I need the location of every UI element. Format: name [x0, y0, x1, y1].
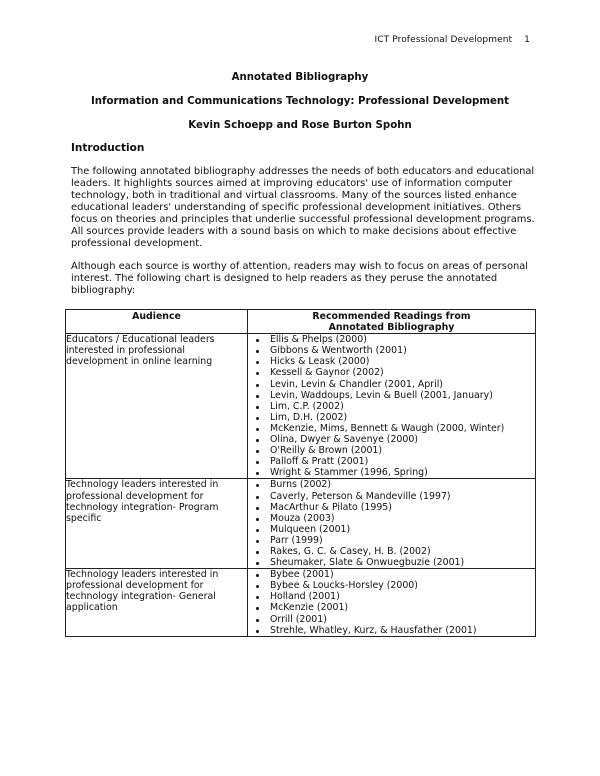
list-item: Caverly, Peterson & Mandeville (1997): [248, 491, 535, 502]
list-item: McKenzie, Mims, Bennett & Waugh (2000, Winter): [248, 423, 535, 434]
readings-list: [248, 334, 535, 478]
list-item: MacArthur & Pilato (1995): [248, 502, 535, 513]
list-item: Levin, Levin & Chandler (2001, April): [248, 379, 535, 390]
document-authors: Kevin Schoepp and Rose Burton Spohn: [188, 120, 412, 131]
readings-cell: [248, 479, 536, 569]
list-item: Mulqueen (2001): [248, 524, 535, 535]
recommended-readings-table: [65, 309, 536, 637]
list-item: Lim, C.P. (2002): [248, 401, 535, 412]
list-item: Holland (2001): [248, 591, 535, 602]
page-number: 1: [524, 35, 530, 45]
running-title: ICT Professional Development: [374, 35, 513, 45]
list-item: Strehle, Whatley, Kurz, & Hausfather (2001): [248, 625, 535, 636]
document-title: Annotated Bibliography: [231, 72, 369, 83]
readings-list: [248, 569, 535, 636]
audience-cell: Educators / Educational leaders interested in professional development in online learning: [66, 334, 248, 479]
column-header-recommended: [248, 310, 536, 334]
table-header-row: [66, 310, 536, 334]
list-item: Sheumaker, Slate & Onwuegbuzie (2001): [248, 557, 535, 568]
column-header-recommended-line1: Recommended Readings from: [312, 311, 471, 322]
intro-paragraph-2: Although each source is worthy of attention, readers may wish to focus on areas of personal interest. The following chart is designed to help readers as they peruse the annotated bibliography:: [71, 261, 529, 296]
list-item: Gibbons & Wentworth (2001): [248, 345, 535, 356]
document-subtitle: Information and Communications Technology: Professional Development: [90, 96, 509, 107]
list-item: Hicks & Leask (2000): [248, 356, 535, 367]
list-item: Wright & Stammer (1996, Spring): [248, 467, 535, 478]
list-item: Bybee & Loucks-Horsley (2000): [248, 580, 535, 591]
list-item: Olina, Dwyer & Savenye (2000): [248, 434, 535, 445]
readings-list: [248, 479, 535, 568]
list-item: Orrill (2001): [248, 614, 535, 625]
readings-cell: [248, 569, 536, 637]
running-header: [375, 35, 530, 45]
table-row: [66, 334, 536, 479]
list-item: Kessell & Gaynor (2002): [248, 367, 535, 378]
readings-cell: [248, 334, 536, 479]
audience-cell: Technology leaders interested in professional development for technology integration- General application: [66, 569, 248, 637]
column-header-audience: Audience: [66, 310, 248, 334]
list-item: Palloff & Pratt (2001): [248, 456, 535, 467]
list-item: Bybee (2001): [248, 569, 535, 580]
column-header-recommended-line2: Annotated Bibliography: [328, 322, 455, 334]
list-item: Lim, D.H. (2002): [248, 412, 535, 423]
section-heading-introduction: Introduction: [71, 142, 145, 154]
list-item: Levin, Waddoups, Levin & Buell (2001, January): [248, 390, 535, 401]
list-item: McKenzie (2001): [248, 602, 535, 613]
intro-paragraph-1: The following annotated bibliography addresses the needs of both educators and educational leaders. It highlights sources aimed at improving educators' use of information computer technology, both in traditional and virtual classrooms. Many of the sources listed enhance educational leaders' understanding of specific professional development initiatives. Others focus on theories and principles that underlie successful professional development programs. All sources provide leaders with a sound basis on which to make decisions about effective professional development.: [71, 166, 535, 249]
list-item: Ellis & Phelps (2000): [248, 334, 535, 345]
list-item: Rakes, G. C. & Casey, H. B. (2002): [248, 546, 535, 557]
list-item: Parr (1999): [248, 535, 535, 546]
list-item: O'Reilly & Brown (2001): [248, 445, 535, 456]
audience-cell: Technology leaders interested in professional development for technology integration- Program specific: [66, 479, 248, 569]
list-item: Burns (2002): [248, 479, 535, 490]
table-row: [66, 569, 536, 637]
table-row: [66, 479, 536, 569]
list-item: Mouza (2003): [248, 513, 535, 524]
